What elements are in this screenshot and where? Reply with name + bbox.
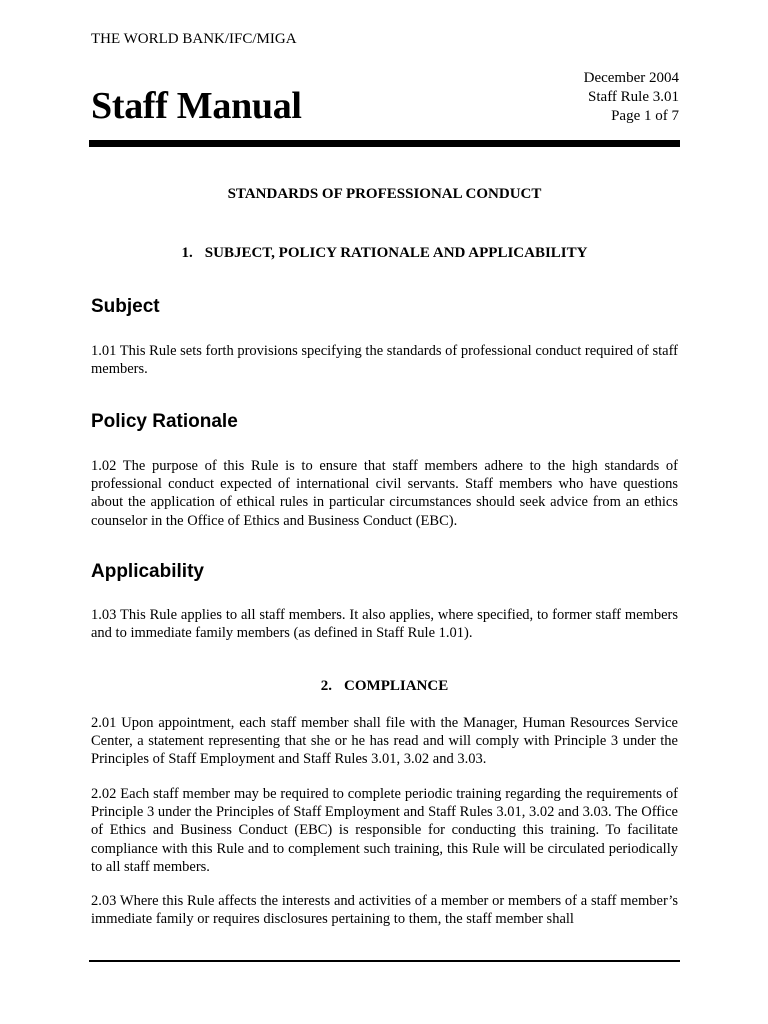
section-2-number: 2.	[320, 678, 333, 694]
footer-divider	[89, 960, 680, 962]
header-divider	[89, 140, 680, 147]
page-number: Page 1 of 7	[611, 108, 679, 124]
organization-name: THE WORLD BANK/IFC/MIGA	[91, 31, 297, 47]
page-title: Staff Manual	[91, 85, 302, 127]
document-date: December 2004	[583, 70, 679, 86]
section-1-title: SUBJECT, POLICY RATIONALE AND APPLICABILITY	[204, 245, 588, 261]
paragraph-2-01: 2.01 Upon appointment, each staff member shall file with the Manager, Human Resources Service Center, a statement representing that she or he has read and will comply with Principle 3 under the Principles of Staff Employment and Staff Rules 3.01, 3.02 and 3.03.	[91, 715, 678, 768]
section-2-title: COMPLIANCE	[344, 678, 449, 694]
document-meta	[584, 69, 679, 126]
paragraph-1-01: 1.01 This Rule sets forth provisions specifying the standards of professional conduct required of staff members.	[91, 343, 679, 378]
applicability-heading: Applicability	[91, 561, 204, 582]
section-1-heading	[89, 245, 680, 262]
section-1-number: 1.	[181, 245, 193, 261]
paragraph-1-02: 1.02 The purpose of this Rule is to ensure that staff members adhere to the high standards of professional conduct expected of international civil servants. Staff members who have questions about the application of ethical rules in particular circumstances should seek advice from an ethics counselor in the Office of Ethics and Business Conduct (EBC).	[91, 458, 678, 529]
policy-rationale-heading: Policy Rationale	[91, 411, 238, 432]
subject-heading: Subject	[91, 296, 160, 317]
section-2-heading	[89, 678, 680, 695]
paragraph-2-02: 2.02 Each staff member may be required to complete periodic training regarding the requirements of Principle 3 under the Principles of Staff Employment and Staff Rules 3.01, 3.02 and 3.03. The Office of Ethics and Business Conduct (EBC) is responsible for conducting this training. To facilitate compliance with this Rule and to complement such training, this Rule will be circulated periodically to all staff members.	[91, 786, 678, 875]
paragraph-2-03: 2.03 Where this Rule affects the interests and activities of a member or members of a staff member’s immediate family or requires disclosures pertaining to them, the staff member shall	[91, 893, 678, 928]
main-title: STANDARDS OF PROFESSIONAL CONDUCT	[227, 186, 542, 202]
staff-rule-number: Staff Rule 3.01	[588, 89, 679, 105]
paragraph-1-03: 1.03 This Rule applies to all staff members. It also applies, where specified, to former staff members and to immediate family members (as defined in Staff Rule 1.01).	[91, 607, 678, 642]
